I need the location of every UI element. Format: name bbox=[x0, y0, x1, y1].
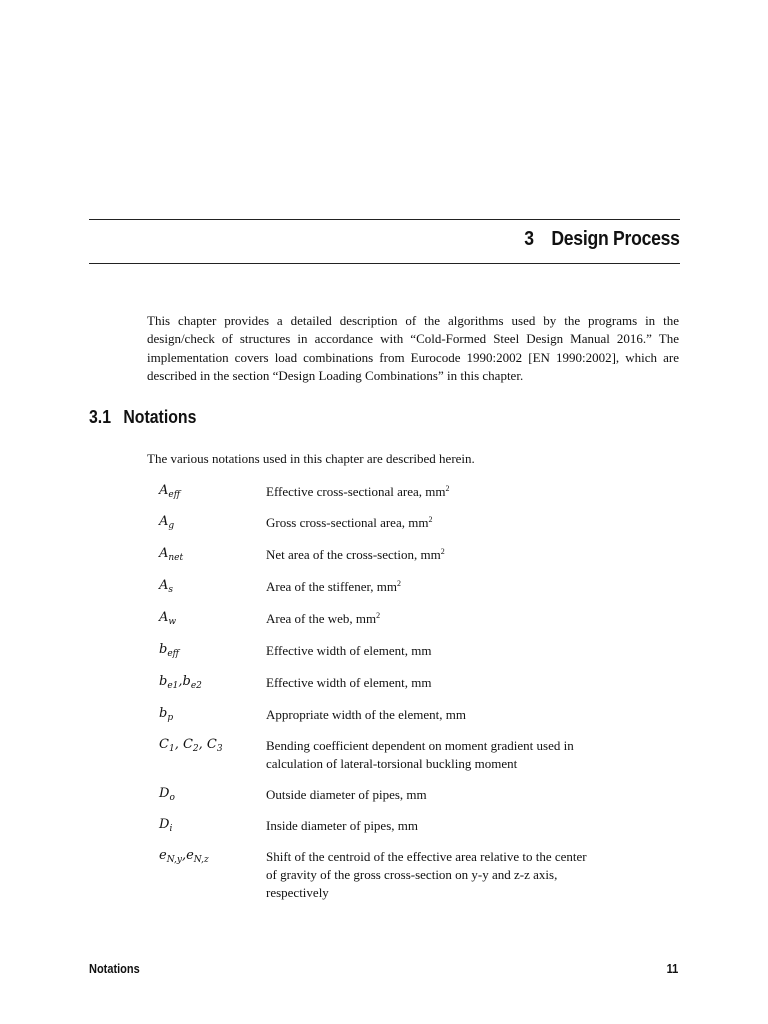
notation-symbol: $A_w$ bbox=[159, 610, 177, 627]
notation-symbol: $b_p$ bbox=[159, 706, 174, 723]
footer-section-name: Notations bbox=[89, 962, 140, 976]
notation-description: Gross cross-sectional area, $mm^2$ bbox=[266, 515, 433, 530]
notation-description: Area of the stiffener, $mm^2$ bbox=[266, 579, 401, 594]
notation-symbol: $A_g$ bbox=[159, 514, 175, 531]
chapter-rule-top bbox=[89, 219, 680, 220]
notation-symbol: $A_{eff}$ bbox=[159, 483, 181, 500]
chapter-title: Design Process bbox=[551, 228, 680, 250]
notation-description: Area of the web, $mm^2$ bbox=[266, 611, 381, 626]
section-number: 3.1 bbox=[89, 407, 112, 427]
notation-symbol: $e_{N,y},e_{N,z}$ bbox=[159, 848, 209, 865]
notation-description: Bending coefficient dependent on moment gradient used in calculation of lateral-torsional buckling moment bbox=[266, 738, 574, 771]
notation-description: Effective cross-sectional area, $mm^2$ bbox=[266, 484, 450, 499]
notation-symbol: $C_1$, $C_2$, $C_3$ bbox=[159, 737, 223, 754]
notation-description: Inside diameter of pipes, mm bbox=[266, 818, 418, 833]
chapter-heading bbox=[525, 228, 680, 251]
notation-symbol: $D_i$ bbox=[159, 817, 173, 834]
notation-description: Effective width of element, mm bbox=[266, 675, 432, 690]
notation-description: Appropriate width of the element, mm bbox=[266, 707, 467, 722]
chapter-number: 3 bbox=[524, 228, 535, 250]
section-title: Notations bbox=[123, 407, 197, 427]
notation-symbol: $A_{net}$ bbox=[159, 546, 184, 563]
notation-symbol: $b_{eff}$ bbox=[159, 642, 180, 659]
section-heading bbox=[89, 407, 196, 428]
chapter-rule-bottom bbox=[89, 263, 680, 264]
notation-description: Net area of the cross-section, $mm^2$ bbox=[266, 547, 445, 562]
page-number: 11 bbox=[666, 962, 678, 976]
notation-symbol: $D_o$ bbox=[159, 786, 175, 803]
notation-description: Outside diameter of pipes, mm bbox=[266, 787, 427, 802]
notation-description: Effective width of element, mm bbox=[266, 643, 432, 658]
notation-symbol: $b_{e1},b_{e2}$ bbox=[159, 674, 202, 691]
section-lead: The various notations used in this chapter are described herein. bbox=[147, 451, 475, 466]
notation-description: Shift of the centroid of the effective area relative to the center of gravity of the gross cross-section on y-y and z-z axis, respectively bbox=[266, 849, 587, 900]
notation-symbol: $A_s$ bbox=[159, 578, 174, 595]
intro-paragraph: This chapter provides a detailed description of the algorithms used by the programs in the design/check of structures in accordance with “Cold-Formed Steel Design Manual 2016.” The implementation covers load combinations from Eurocode 1990:2002 [EN 1990:2002], which are described in the section “Design Loading Combinations” in this chapter. bbox=[147, 313, 679, 384]
